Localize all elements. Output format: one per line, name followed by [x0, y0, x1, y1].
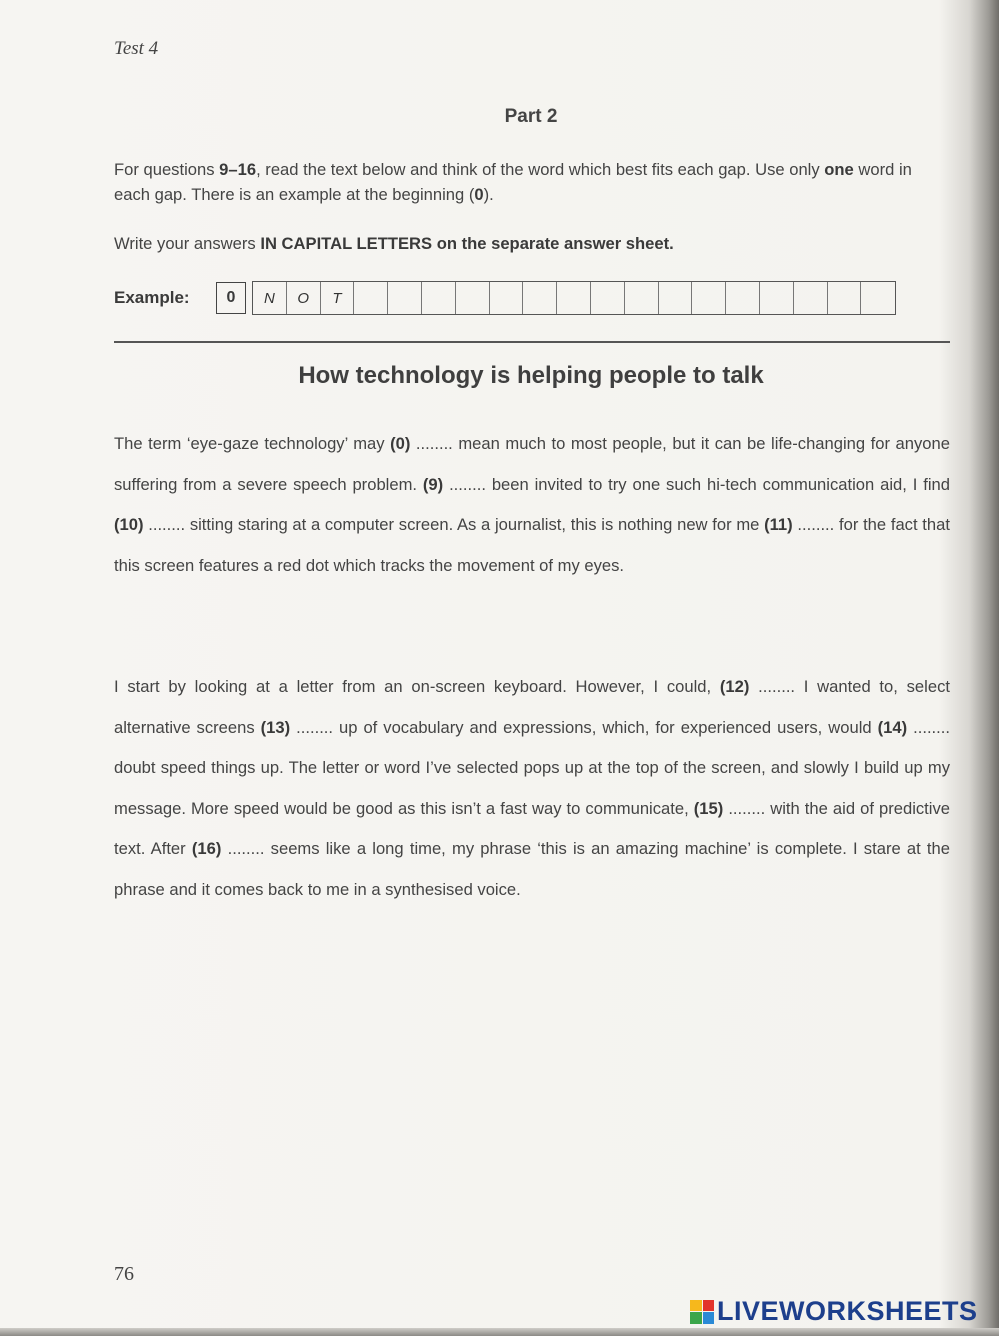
- example-letter-cell: T: [321, 282, 355, 314]
- example-letter-cell: [388, 282, 422, 314]
- example-number-box: 0: [216, 282, 246, 314]
- example-letter-cell: [794, 282, 828, 314]
- instructions-line-1: For questions 9–16, read the text below and think of the word which best fits each gap. Use only one word in each gap. There is an example at the beginning (0).: [114, 160, 912, 204]
- text-title: How technology is helping people to talk: [298, 362, 764, 389]
- example-letter-cell: O: [287, 282, 321, 314]
- logo-icon: [690, 1300, 714, 1324]
- divider: [114, 341, 950, 343]
- example-row: [114, 281, 896, 315]
- example-letter-cell: [354, 282, 388, 314]
- example-letter-cell: [828, 282, 862, 314]
- example-letter-cell: [760, 282, 794, 314]
- instructions-line-2: Write your answers IN CAPITAL LETTERS on the separate answer sheet.: [114, 234, 674, 253]
- gap-15: (15): [693, 798, 724, 818]
- example-letter-cell: [591, 282, 625, 314]
- gap-0: (0): [390, 434, 411, 453]
- example-letter-cell: [422, 282, 456, 314]
- example-letter-cell: [692, 282, 726, 314]
- example-letter-cell: [659, 282, 693, 314]
- page-edge-shadow: [0, 1328, 999, 1336]
- test-label: Test 4: [114, 38, 159, 59]
- gap-9: (9): [422, 474, 444, 494]
- example-letter-cell: [456, 282, 490, 314]
- example-letter-cell: [861, 282, 895, 314]
- logo-text: LIVEWORKSHEETS: [717, 1296, 978, 1326]
- liveworksheets-logo[interactable]: [690, 1296, 978, 1327]
- gap-10: (10): [114, 515, 144, 534]
- example-letter-cell: [490, 282, 524, 314]
- example-letter-cell: N: [253, 282, 287, 314]
- gap-13: (13): [260, 717, 291, 737]
- example-letter-cell: [523, 282, 557, 314]
- example-label: Example:: [114, 288, 190, 307]
- example-letter-cell: [557, 282, 591, 314]
- gap-11: (11): [764, 515, 793, 534]
- example-letter-cell: [726, 282, 760, 314]
- paragraph-1: The term ‘eye-gaze technology’ may (0) ........ mean much to most people, but it can be life-changing for anyone suffering from a severe speech problem. (9) ........ been invited to try one such hi-tech communication aid, I find (10) ........ sitting staring at a computer screen. As a journalist, this is nothing new for me (11) ........ for the fact that this screen features a red dot which tracks the movement of my eyes.: [114, 434, 950, 575]
- gap-14: (14): [877, 717, 908, 737]
- paragraph-2: I start by looking at a letter from an on-screen keyboard. However, I could, (12) ........ I wanted to, select alternative screens (13) ........ up of vocabulary and expressions, which, for experienced users, would (14) ........ doubt speed things up. The letter or word I’ve selected pops up at the top of the screen, and slowly I build up my message. More speed would be good as this isn’t a fast way to communicate, (15) ........ with the aid of predictive text. After (16) ........ seems like a long time, my phrase ‘this is an amazing machine’ is complete. I stare at the phrase and it comes back to me in a synthesised voice.: [114, 677, 950, 899]
- page-number: 76: [114, 1263, 134, 1285]
- gap-16: (16): [191, 839, 222, 858]
- example-answer-grid: [252, 281, 896, 315]
- part-title: Part 2: [504, 106, 558, 127]
- gap-12: (12): [719, 677, 750, 696]
- example-letter-cell: [625, 282, 659, 314]
